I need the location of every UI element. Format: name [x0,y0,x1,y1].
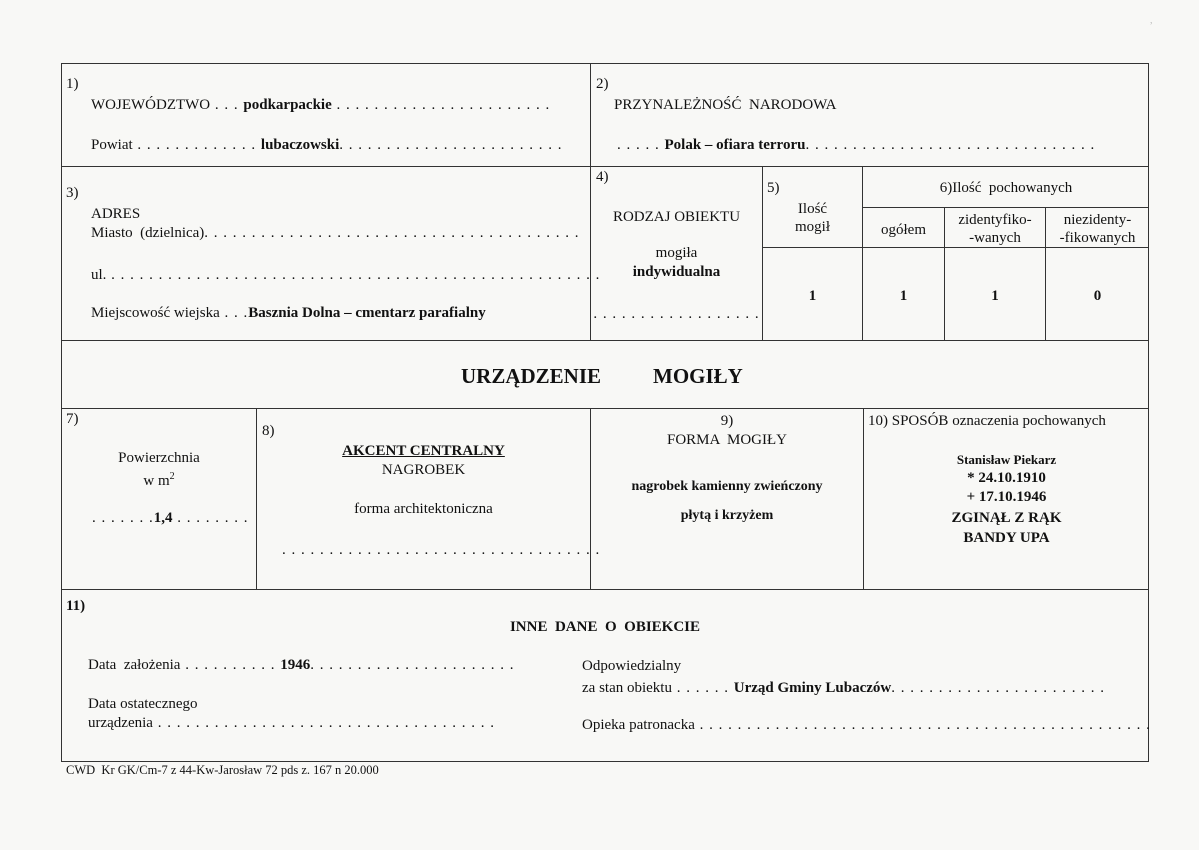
data-ostatecznego-label2: urządzenia [88,715,153,731]
wojewodztwo-dots-post: . . . . . . . . . . . . . . . . . . . . . . . [331,97,551,113]
odpowiedzialny-label1: Odpowiedzialny [582,658,682,674]
data-zalozenia-value: 1946 [280,657,311,673]
ilosc-pochowanych-label: 6)Ilość pochowanych [939,180,1073,196]
powierzchnia-field [92,509,249,527]
divider-row1 [61,166,1149,167]
narodowosc-label: PRZYNALEŻNOŚĆ NARODOWA [614,97,837,113]
narodowosc-value: Polak – ofiara terroru [664,137,806,153]
odpowiedzialny-label2: za stan obiektu [582,680,672,696]
powiat-dots-post: . . . . . . . . . . . . . . . . . . . . . . . . [339,137,563,153]
divider-s5s6-values [762,247,1149,248]
powierzchnia-unit-sup: 2 [169,471,175,482]
narodowosc-dots-pre: . . . . . [617,137,665,153]
odpowiedzialny-dots-pre: . . . . . . [671,680,734,696]
pochowany-born: * 24.10.1910 [967,470,1046,486]
rodzaj-obiektu-value2: indywidualna [632,264,721,280]
heading-urzadzenie: URZĄDZENIE [461,364,602,388]
opieka-patronacka-dots: . . . . . . . . . . . . . . . . . . . . . . . . . . . . . . . . . . . . . . . . . . . . . . . . [694,717,1151,733]
miejscowosc-field [91,304,486,322]
miejscowosc-label: Miejscowość wiejska [91,305,220,321]
pochowany-name: Stanisław Piekarz [956,452,1057,467]
ogolem-value: 1 [899,288,908,304]
powiat-value: lubaczowski [260,137,340,153]
divider-row4 [61,589,1149,590]
miasto-field [91,224,580,242]
data-ostatecznego-label1: Data ostatecznego [88,696,198,712]
s9-number: 9) [720,413,734,429]
rodzaj-obiektu-label: RODZAJ OBIEKTU [612,209,741,225]
pochowany-died: + 17.10.1946 [966,489,1047,505]
inne-dane-title: INNE DANE O OBIEKCIE [509,619,701,635]
powierzchnia-dots-post: . . . . . . . . [172,510,249,526]
rodzaj-obiektu-value1: mogiła [655,245,698,261]
forma-architektoniczna-label: forma architektoniczna [354,501,493,517]
ilosc-mogil-label1: Ilość [797,201,828,217]
s1-number: 1) [66,76,79,92]
miasto-dots: . . . . . . . . . . . . . . . . . . . . . . . . . . . . . . . . . . . . . . . . [204,225,580,241]
s7-number: 7) [66,411,79,427]
pochowany-line5: BANDY UPA [963,530,1050,546]
form-footer-code: CWD Kr GK/Cm-7 z 44-Kw-Jarosław 72 pds z. 167 n 20.000 [66,763,379,777]
data-zalozenia-dots-post: . . . . . . . . . . . . . . . . . . . . . . [310,657,515,673]
heading-mogily: MOGIŁY [653,364,743,388]
s5-number: 5) [767,180,780,196]
adres-label: ADRES [91,206,141,222]
akcent-centralny-title: AKCENT CENTRALNY [342,443,505,459]
data-zalozenia-label: Data założenia [88,657,181,673]
wojewodztwo-label: WOJEWÓDZTWO [91,97,211,113]
nagrobek-label: NAGROBEK [381,462,466,478]
s8-number: 8) [262,423,275,439]
sposob-oznaczenia-label: 10) SPOSÓB oznaczenia pochowanych [868,413,1106,429]
miejscowosc-value: Basznia Dolna – cmentarz parafialny [248,305,486,321]
wojewodztwo-value: podkarpackie [243,97,332,113]
corner-mark: , [1150,15,1153,26]
powierzchnia-value: 1,4 [153,510,173,526]
narodowosc-dots-post: . . . . . . . . . . . . . . . . . . . . . . . . . . . . . . . [805,137,1096,153]
powiat-field [91,136,563,154]
data-ostatecznego-dots: . . . . . . . . . . . . . . . . . . . . . . . . . . . . . . . . . . . . [152,715,495,731]
niezidentyfikowanych-header2: -fikowanych [1059,230,1136,246]
s11-number: 11) [66,598,86,614]
data-zalozenia-dots-pre: . . . . . . . . . . [180,657,281,673]
miejscowosc-dots: . . . [219,305,249,321]
pochowany-line4: ZGINĄŁ Z RĄK [951,510,1062,526]
ulica-field [91,266,600,284]
zidentyfikowanych-header1: zidentyfiko- [958,212,1032,228]
data-ostatecznego-field [88,714,495,732]
powierzchnia-unit [62,468,256,490]
powierzchnia-label: Powierzchnia [118,450,200,466]
wojewodztwo-field [91,96,550,114]
forma-mogily-value1: nagrobek kamienny zwieńczony [631,479,823,494]
opieka-patronacka-label: Opieka patronacka [582,717,695,733]
narodowosc-field [617,136,1095,154]
powierzchnia-dots-pre: . . . . . . . [92,510,154,526]
divider-col-4-5 [762,166,763,340]
niezidentyfikowanych-header1: niezidenty- [1063,212,1132,228]
niezidentyfikowanych-value: 0 [1093,288,1102,304]
s3-number: 3) [66,185,79,201]
forma-mogily-value2: płytą i krzyżem [680,508,774,523]
ilosc-mogil-label2: mogił [794,219,830,235]
miasto-label: Miasto (dzielnica) [91,225,205,241]
odpowiedzialny-dots-post: . . . . . . . . . . . . . . . . . . . . . . . [891,680,1105,696]
ulica-label: ul. [91,267,107,283]
forma-architektoniczna-dots: . . . . . . . . . . . . . . . . . . . . . . . . . . . . . . . . . . [282,542,601,558]
divider-col-7-8 [256,408,257,589]
powierzchnia-unit-text: w m [143,473,170,489]
ogolem-header: ogółem [881,222,926,238]
wojewodztwo-dots-pre: . . . [210,97,244,113]
zidentyfikowanych-header2: -wanych [969,230,1021,246]
s4-number: 4) [596,169,609,185]
divider-row3 [61,408,1149,409]
s2-number: 2) [596,76,609,92]
opieka-patronacka-field [582,716,1151,734]
data-zalozenia-field [88,656,514,674]
ulica-dots: . . . . . . . . . . . . . . . . . . . . . . . . . . . . . . . . . . . . . . . . . . . . . . . . . . . . [106,267,601,283]
zidentyfikowanych-value: 1 [991,288,999,304]
odpowiedzialny-value: Urząd Gminy Lubaczów [733,680,892,696]
powiat-label: Powiat [91,137,133,153]
divider-row2 [61,340,1149,341]
odpowiedzialny-field [582,679,1105,697]
divider-s6-header [862,207,1149,208]
divider-col-1-2 [590,63,591,340]
ilosc-mogil-value: 1 [808,288,817,304]
powiat-dots-pre: . . . . . . . . . . . . . [132,137,261,153]
forma-mogily-label: FORMA MOGIŁY [666,432,787,448]
rodzaj-obiektu-dots: . . . . . . . . . . . . . . . . . . [593,306,760,322]
